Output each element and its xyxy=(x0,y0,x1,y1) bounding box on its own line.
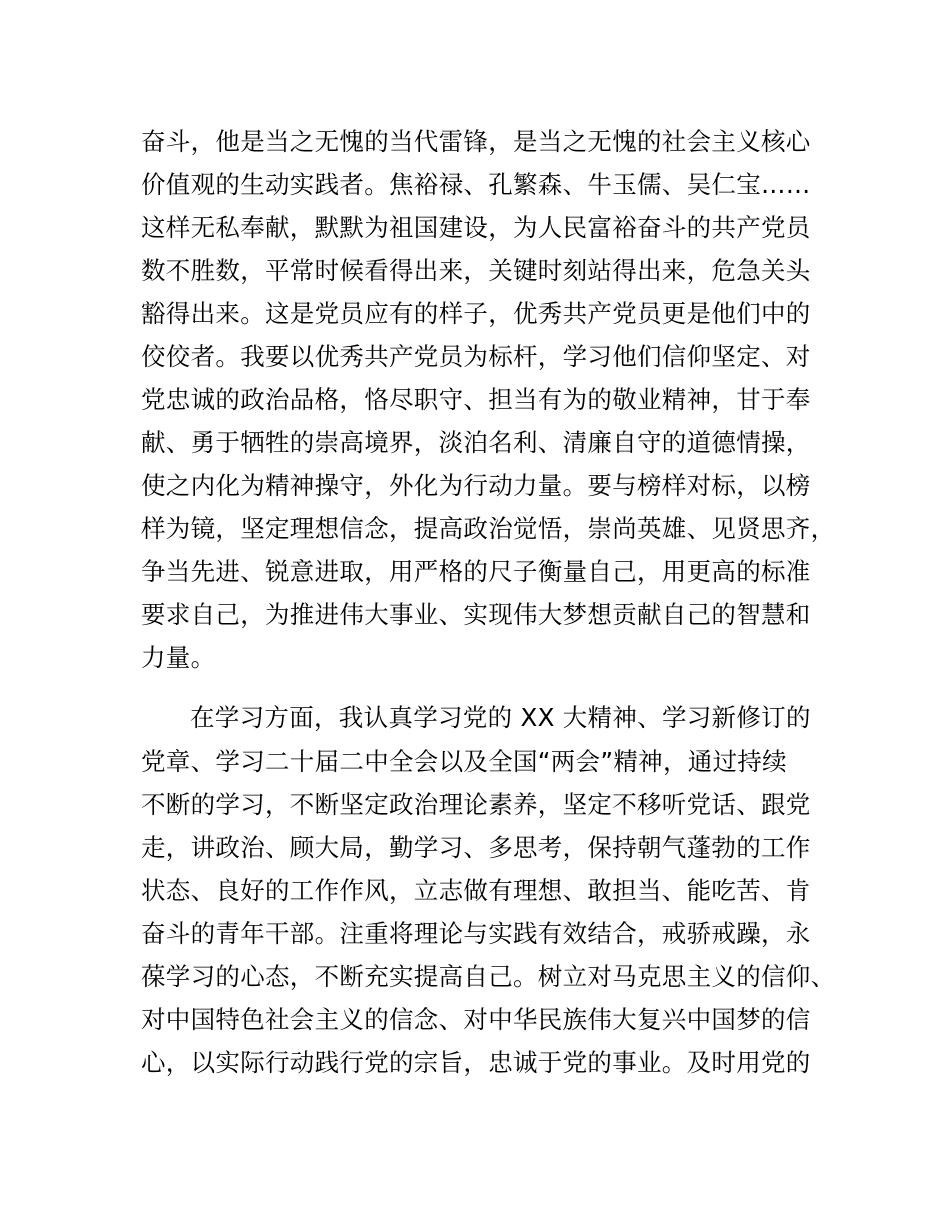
paragraph-1-line: 力量。 xyxy=(141,643,216,672)
paragraph-2-line: 奋斗的青年干部。注重将理论与实践有效结合，戒骄戒躁，永 xyxy=(141,919,811,948)
paragraph-2-line: 在学习方面，我认真学习党的 XX 大精神、学习新修订的 xyxy=(190,703,811,732)
paragraph-1-line: 争当先进、锐意进取，用严格的尺子衡量自己，用更高的标准 xyxy=(141,557,811,586)
paragraph-2-line: 状态、良好的工作作风，立志做有理想、敢担当、能吃苦、肯 xyxy=(141,876,811,905)
paragraph-2-line: 心，以实际行动践行党的宗旨，忠诚于党的事业。及时用党的 xyxy=(141,1048,811,1077)
paragraph-1-line: 献、勇于牺牲的崇高境界，淡泊名利、清廉自守的道德情操， xyxy=(141,428,811,457)
paragraph-2-line: 葆学习的心态，不断充实提高自己。树立对马克思主义的信仰、 xyxy=(141,962,836,991)
paragraph-1-line: 样为镜，坚定理想信念，提高政治觉悟，崇尚英雄、见贤思齐， xyxy=(141,514,836,543)
paragraph-1-line: 这样无私奉献，默默为祖国建设，为人民富裕奋斗的共产党员 xyxy=(141,213,811,242)
paragraph-1-line: 党忠诚的政治品格，恪尽职守、担当有为的敬业精神，甘于奉 xyxy=(141,385,811,414)
paragraph-1-line: 价值观的生动实践者。焦裕禄、孔繁森、牛玉儒、吴仁宝…… xyxy=(141,170,811,199)
paragraph-1-line: 使之内化为精神操守，外化为行动力量。要与榜样对标，以榜 xyxy=(141,471,811,500)
paragraph-1-line: 佼佼者。我要以优秀共产党员为标杆，学习他们信仰坚定、对 xyxy=(141,342,811,371)
paragraph-2-line: 走，讲政治、顾大局，勤学习、多思考，保持朝气蓬勃的工作 xyxy=(141,833,811,862)
paragraph-1-line: 奋斗，他是当之无愧的当代雷锋，是当之无愧的社会主义核心 xyxy=(141,127,811,156)
paragraph-1-line: 数不胜数，平常时候看得出来，关键时刻站得出来，危急关头 xyxy=(141,256,811,285)
paragraph-2-line: 对中国特色社会主义的信念、对中华民族伟大复兴中国梦的信 xyxy=(141,1005,811,1034)
paragraph-2-line: 不断的学习，不断坚定政治理论素养，坚定不移听党话、跟党 xyxy=(141,790,811,819)
paragraph-1-line: 豁得出来。这是党员应有的样子，优秀共产党员更是他们中的 xyxy=(141,299,811,328)
paragraph-2-line: 党章、学习二十届二中全会以及全国“两会”精神，通过持续 xyxy=(141,747,787,776)
paragraph-1-line: 要求自己，为推进伟大事业、实现伟大梦想贡献自己的智慧和 xyxy=(141,600,811,629)
